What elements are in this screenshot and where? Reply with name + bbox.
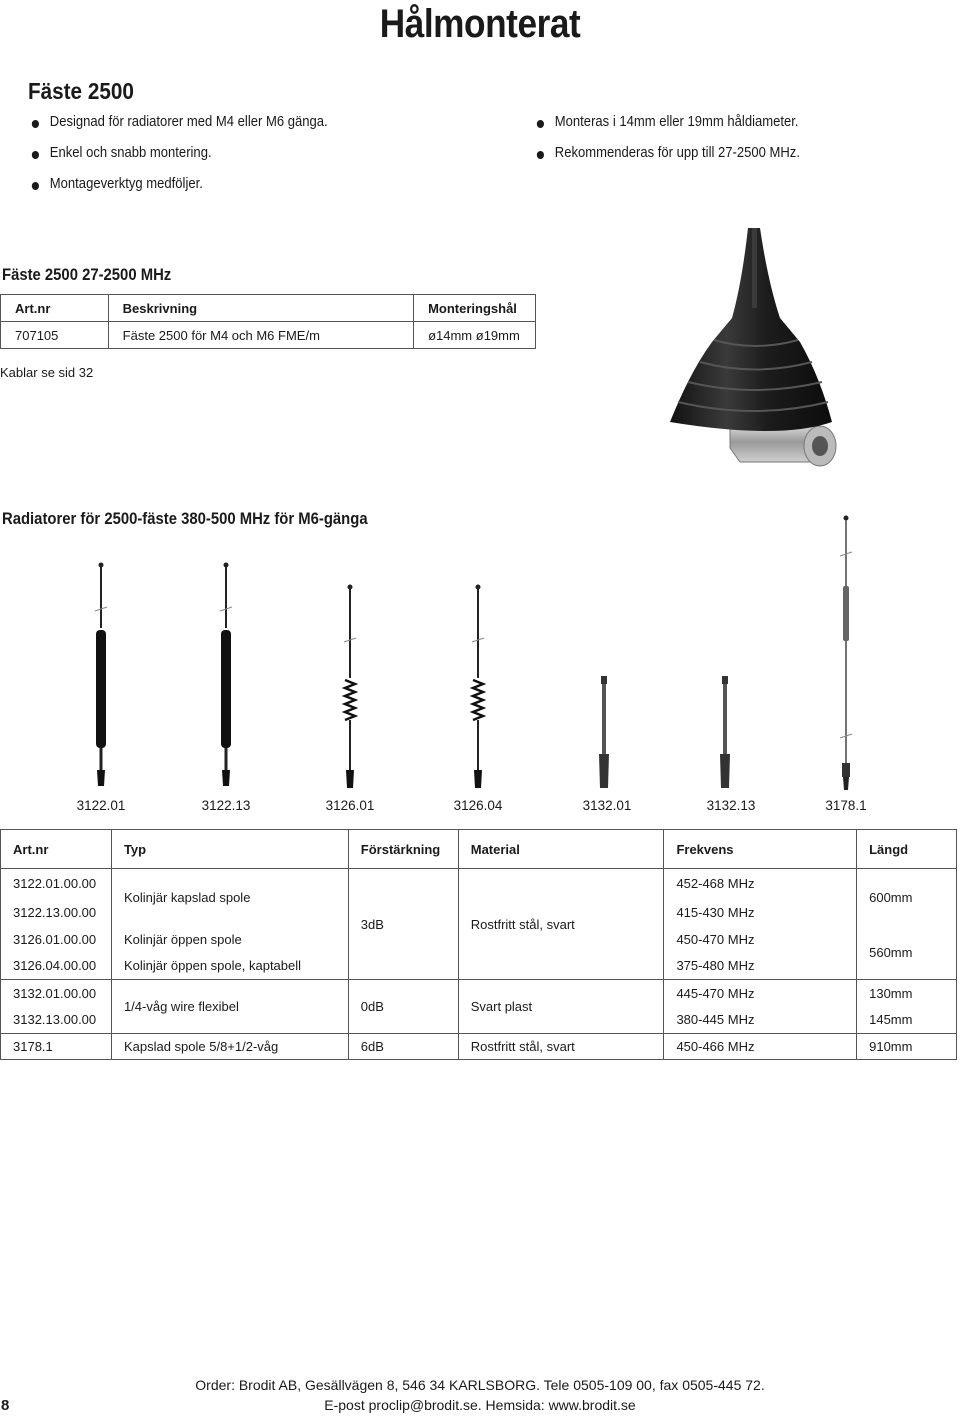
page-number: 8 [1,1397,10,1414]
header-cell: Art.nr [1,295,109,322]
material-cell: Rostfritt stål, svart [458,869,664,980]
freq-cell: 450-466 MHz [664,1034,857,1060]
bullet-item: Monteras i 14mm eller 19mm håldiameter. [535,114,800,145]
header-cell: Material [458,830,664,869]
material-cell: Svart plast [458,980,664,1034]
length-cell: 145mm [857,1007,957,1034]
table-cell: ø14mm ø19mm [414,322,536,349]
table-header-row [1,830,957,869]
bullet-item: Designad för radiatorer med M4 eller M6 gänga. [30,114,328,145]
table-row [1,322,536,349]
header-cell: Art.nr [1,830,112,869]
section-title: Fäste 2500 [28,78,134,104]
length-cell: 560mm [857,926,957,980]
antenna-3122-13 [220,563,232,787]
freq-cell: 450-470 MHz [664,926,857,953]
antenna-3126-04 [472,585,484,789]
bullet-item: Rekommenderas för upp till 27-2500 MHz. [535,145,800,176]
header-cell: Längd [857,830,957,869]
spec-table [0,829,957,1060]
header-cell: Beskrivning [108,295,413,322]
freq-cell: 445-470 MHz [664,980,857,1007]
bullet-list-left [30,114,328,207]
bullet-item: Montageverktyg medföljer. [30,176,328,207]
type-cell: Kapslad spole 5/8+1/2-våg [111,1034,348,1060]
art-cell: 3122.01.00.00 [1,869,112,899]
mount-table [0,294,536,349]
page-title: Hålmonterat [379,2,581,46]
art-cell: 3122.13.00.00 [1,899,112,926]
header-cell: Förstärkning [348,830,458,869]
antenna-label: 3126.01 [325,798,375,813]
art-cell: 3178.1 [1,1034,112,1060]
length-cell: 130mm [857,980,957,1007]
type-cell: Kolinjär kapslad spole [111,869,348,926]
art-cell: 3126.04.00.00 [1,953,112,980]
header-cell: Monteringshål [414,295,536,322]
length-cell: 910mm [857,1034,957,1060]
antenna-3122-01 [95,563,107,787]
antenna-3126-01 [344,585,356,789]
freq-cell: 452-468 MHz [664,869,857,899]
antenna-label: 3122.13 [201,798,251,813]
bullet-dot-icon [537,151,544,159]
antenna-label: 3132.01 [582,798,632,813]
type-cell: Kolinjär öppen spole, kaptabell [111,953,348,980]
mount-table-title: Fäste 2500 27-2500 MHz [2,266,172,284]
bullet-item: Enkel och snabb montering. [30,145,328,176]
art-cell: 3132.13.00.00 [1,1007,112,1034]
table-cell: Fäste 2500 för M4 och M6 FME/m [108,322,413,349]
table-row [1,1034,957,1060]
antenna-3132-13 [720,676,730,788]
art-cell: 3126.01.00.00 [1,926,112,953]
antenna-3132-01 [599,676,609,788]
bullet-dot-icon [32,151,39,159]
radiators-title: Radiatorer för 2500-fäste 380-500 MHz för M6-gänga [2,510,368,528]
bullet-dot-icon [32,182,39,190]
mount-photo [660,222,860,477]
antenna-label: 3132.13 [706,798,756,813]
length-cell: 600mm [857,869,957,926]
type-cell: 1/4-våg wire flexibel [111,980,348,1034]
cable-note: Kablar se sid 32 [0,365,94,380]
antenna-photos [0,508,960,793]
table-row [1,869,957,899]
freq-cell: 415-430 MHz [664,899,857,926]
antenna-label: 3126.04 [453,798,503,813]
antenna-label: 3178.1 [825,798,867,813]
antenna-3178-1 [840,516,852,791]
bullet-dot-icon [537,120,544,128]
bullet-list-right [535,114,800,176]
bullet-dot-icon [32,120,39,128]
type-cell: Kolinjär öppen spole [111,926,348,953]
antenna-label: 3122.01 [76,798,126,813]
gain-cell: 0dB [348,980,458,1034]
art-cell: 3132.01.00.00 [1,980,112,1007]
table-header-row [1,295,536,322]
freq-cell: 375-480 MHz [664,953,857,980]
footer-contact-line: E-post proclip@brodit.se. Hemsida: www.brodit.se [324,1397,636,1413]
table-row [1,980,957,1007]
header-cell: Frekvens [664,830,857,869]
gain-cell: 3dB [348,869,458,980]
material-cell: Rostfritt stål, svart [458,1034,664,1060]
gain-cell: 6dB [348,1034,458,1060]
footer-order-line: Order: Brodit AB, Gesällvägen 8, 546 34 KARLSBORG. Tele 0505-109 00, fax 0505-445 72. [195,1377,765,1393]
header-cell: Typ [111,830,348,869]
freq-cell: 380-445 MHz [664,1007,857,1034]
table-cell: 707105 [1,322,109,349]
